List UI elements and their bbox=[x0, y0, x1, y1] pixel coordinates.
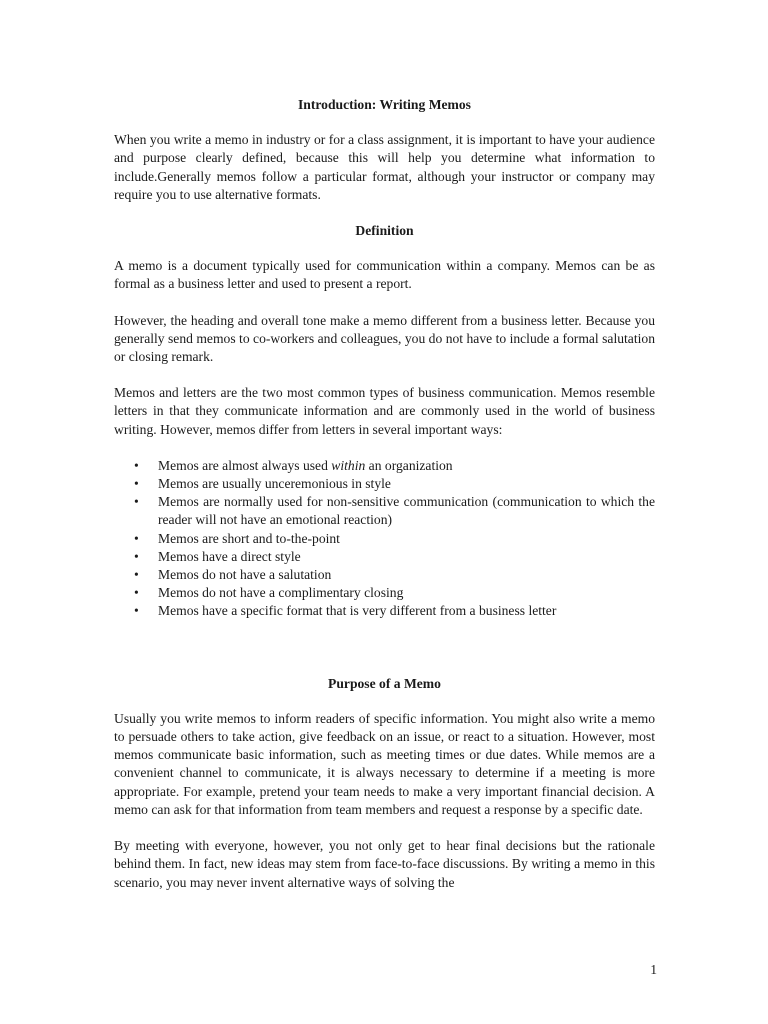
document-page bbox=[114, 96, 655, 892]
definition-paragraph: However, the heading and overall tone make a memo different from a business letter. Because you generally send memos to co-workers and colleagues, you do not have to include a formal salutation or closing remark. bbox=[114, 312, 655, 365]
bullet-icon: • bbox=[134, 530, 139, 546]
bullet-icon: • bbox=[134, 457, 139, 473]
list-item: • Memos are short and to-the-point bbox=[114, 530, 655, 548]
list-item: • Memos have a direct style bbox=[114, 548, 655, 566]
purpose-heading: Purpose of a Memo bbox=[328, 675, 441, 691]
bullet-icon: • bbox=[134, 476, 139, 492]
definition-paragraph: A memo is a document typically used for communication within a company. Memos can be as formal as a business letter and used to present a report. bbox=[114, 258, 655, 292]
bullet-icon: • bbox=[134, 585, 139, 601]
list-item: • Memos do not have a salutation bbox=[114, 566, 655, 584]
list-item: • Memos have a specific format that is very different from a business letter bbox=[114, 602, 655, 620]
page-number: 1 bbox=[650, 962, 657, 977]
bullet-icon: • bbox=[134, 548, 139, 564]
bullet-icon: • bbox=[134, 603, 139, 619]
list-item: • Memos are almost always used within an organization bbox=[114, 457, 655, 475]
purpose-paragraph: By meeting with everyone, however, you not only get to hear final decisions but the rationale behind them. In fact, new ideas may stem from face-to-face discussions. By writing a memo in this scenario, you may never invent alternative ways of solving the bbox=[114, 838, 655, 890]
memo-differences-list bbox=[114, 457, 655, 621]
emphasis-text: within bbox=[331, 457, 366, 473]
bullet-icon: • bbox=[134, 567, 139, 583]
list-item: • Memos are usually unceremonious in style bbox=[114, 475, 655, 493]
definition-heading: Definition bbox=[355, 223, 414, 239]
list-item: • Memos are normally used for non-sensitive communication (communication to which the reader will not have an emotional reaction) bbox=[134, 494, 655, 528]
bullet-icon: • bbox=[134, 494, 139, 510]
intro-paragraph: When you write a memo in industry or for a class assignment, it is important to have your audience and purpose clearly defined, because this will help you determine what information to include.Generally memos follow a particular format, although your instructor or company may require you to use alternative formats. bbox=[114, 132, 655, 202]
list-item: • Memos do not have a complimentary closing bbox=[114, 584, 655, 602]
purpose-paragraph: Usually you write memos to inform readers of specific information. You might also write a memo to persuade others to take action, give feedback on an issue, or react to a situation. However, most memos communicate basic information, such as meeting times or due dates. While memos are a convenient channel to communicate, it is always necessary to determine if a meeting is more appropriate. For example, pretend your team needs to make a very important financial decision. A memo can ask for that information from team members and request a response by a specific date. bbox=[114, 710, 655, 817]
intro-heading: Introduction: Writing Memos bbox=[298, 97, 471, 112]
definition-paragraph: Memos and letters are the two most common types of business communication. Memos resemble letters in that they communicate information and are commonly used in the world of business writing. However, memos differ from letters in several important ways: bbox=[114, 385, 655, 437]
